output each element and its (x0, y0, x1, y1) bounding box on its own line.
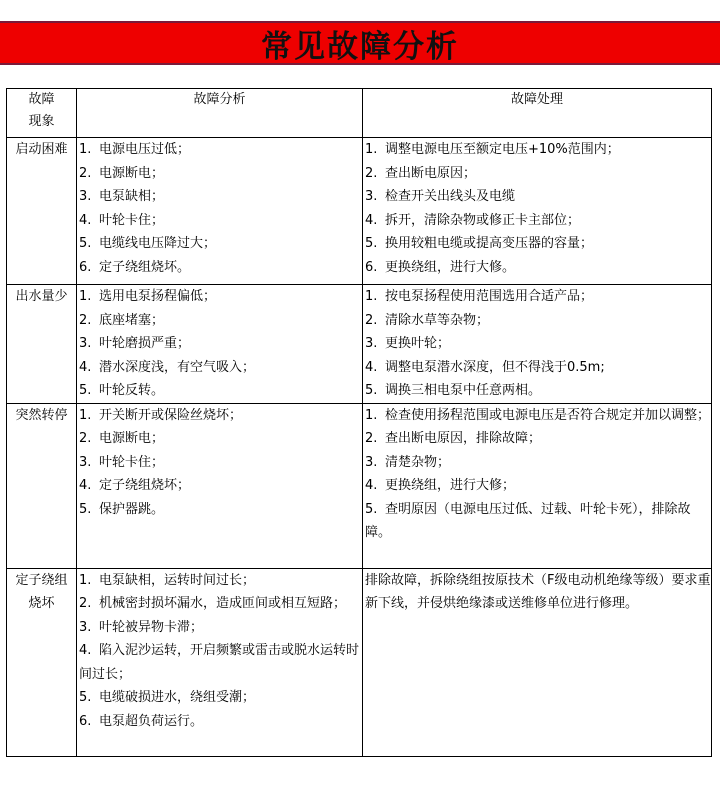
header-analysis: 故障分析 (77, 89, 363, 138)
phenomenon-cell (7, 285, 77, 404)
solution-item: 6. 更换绕组，进行大修。 (365, 259, 516, 275)
analysis-item: 6. 定子绕组烧坏。 (79, 259, 191, 275)
analysis-item: 2. 机械密封损坏漏水，造成匝间或相互短路； (79, 596, 347, 611)
fault-analysis-table (6, 88, 712, 757)
solution-item: 5. 换用较粗电缆或提高变压器的容量； (365, 236, 594, 251)
phenomenon-text: 启动困难 (15, 142, 68, 157)
phenomenon-cell (7, 568, 77, 756)
solution-item: 3. 检查开关出线头及电缆 (365, 189, 516, 204)
solution-paragraph: 排除故障，拆除绕组按原技术（F级电动机绝缘等级）要求重新下线，并侵烘绝缘漆或送维修单位进行修理。 (365, 572, 711, 611)
analysis-item: 1. 电源电压过低； (79, 142, 191, 157)
solution-item: 4. 调整电泵潜水深度，但不得浅于0.5m; (365, 359, 605, 375)
header-solution: 故障处理 (363, 89, 712, 138)
analysis-item: 4. 潜水深度浅，有空气吸入； (79, 359, 256, 375)
phenomenon-text (15, 569, 67, 615)
table-row (7, 285, 712, 404)
analysis-item: 3. 叶轮卡住； (79, 454, 165, 470)
table-row (7, 568, 712, 756)
analysis-item: 2. 电源断电； (79, 165, 165, 181)
analysis-item: 2. 电源断电； (79, 431, 165, 446)
phenomenon-cell (7, 138, 77, 285)
analysis-cell (77, 138, 363, 285)
solution-cell (363, 285, 712, 404)
analysis-item: 5. 电缆线电压降过大； (79, 236, 217, 251)
solution-item: 3. 更换叶轮； (365, 336, 451, 351)
analysis-item: 4. 定子绕组烧坏； (79, 478, 191, 493)
title-banner (0, 21, 720, 65)
table-header-row (7, 89, 712, 138)
phenomenon-line1: 定子绕组 (15, 572, 68, 588)
table-row (7, 403, 712, 568)
analysis-item: 1. 电泵缺相，运转时间过长； (79, 572, 256, 588)
analysis-item: 5. 叶轮反转。 (79, 383, 165, 398)
analysis-item: 3. 叶轮磨损严重； (79, 336, 191, 351)
solution-item: 3. 清楚杂物； (365, 454, 451, 470)
table-row (7, 138, 712, 285)
solution-item: 2. 查出断电原因，排除故障； (365, 431, 542, 446)
analysis-item: 5. 保护器跳。 (79, 501, 165, 517)
solution-cell (363, 138, 712, 285)
analysis-cell (77, 568, 363, 756)
analysis-item: 3. 电泵缺相； (79, 189, 165, 204)
analysis-item: 6. 电泵超负荷运行。 (79, 713, 204, 729)
solution-item: 4. 更换绕组，进行大修； (365, 478, 516, 493)
solution-cell (363, 403, 712, 568)
solution-item: 5. 查明原因（电源电压过低、过载、叶轮卡死），排除故障。 (365, 501, 691, 540)
analysis-cell (77, 403, 363, 568)
phenomenon-cell (7, 403, 77, 568)
solution-item: 1. 按电泵扬程使用范围选用合适产品； (365, 289, 594, 304)
solution-item: 1. 调整电源电压至额定电压+10%范围内； (365, 142, 620, 157)
analysis-item: 3. 叶轮被异物卡滞； (79, 619, 204, 635)
header-phenomenon (7, 89, 77, 138)
phenomenon-line2: 烧坏 (28, 595, 55, 611)
analysis-item: 4. 叶轮卡住； (79, 212, 165, 228)
analysis-item: 2. 底座堵塞； (79, 312, 165, 328)
analysis-item: 5. 电缆破损进水，绕组受潮； (79, 690, 256, 705)
phenomenon-text: 出水量少 (15, 289, 68, 304)
page-title: 常见故障分析 (261, 28, 459, 65)
solution-item: 5. 调换三相电泵中任意两相。 (365, 383, 542, 398)
solution-cell (363, 568, 712, 756)
phenomenon-text: 突然转停 (15, 407, 68, 423)
analysis-item: 1. 选用电泵扬程偏低； (79, 289, 217, 304)
analysis-item: 1. 开关断开或保险丝烧坏； (79, 407, 243, 423)
header-phenomenon-line1: 故障 (28, 92, 55, 107)
solution-item: 1. 检查使用扬程范围或电源电压是否符合规定并加以调整； (365, 407, 711, 423)
analysis-item: 4. 陷入泥沙运转，开启频繁或雷击或脱水运转时间过长； (79, 643, 360, 682)
solution-item: 4. 拆开，清除杂物或修正卡主部位； (365, 212, 581, 228)
header-phenomenon-line2: 现象 (28, 114, 55, 129)
solution-item: 2. 清除水草等杂物； (365, 312, 490, 328)
solution-item: 2. 查出断电原因； (365, 165, 477, 181)
analysis-cell (77, 285, 363, 404)
